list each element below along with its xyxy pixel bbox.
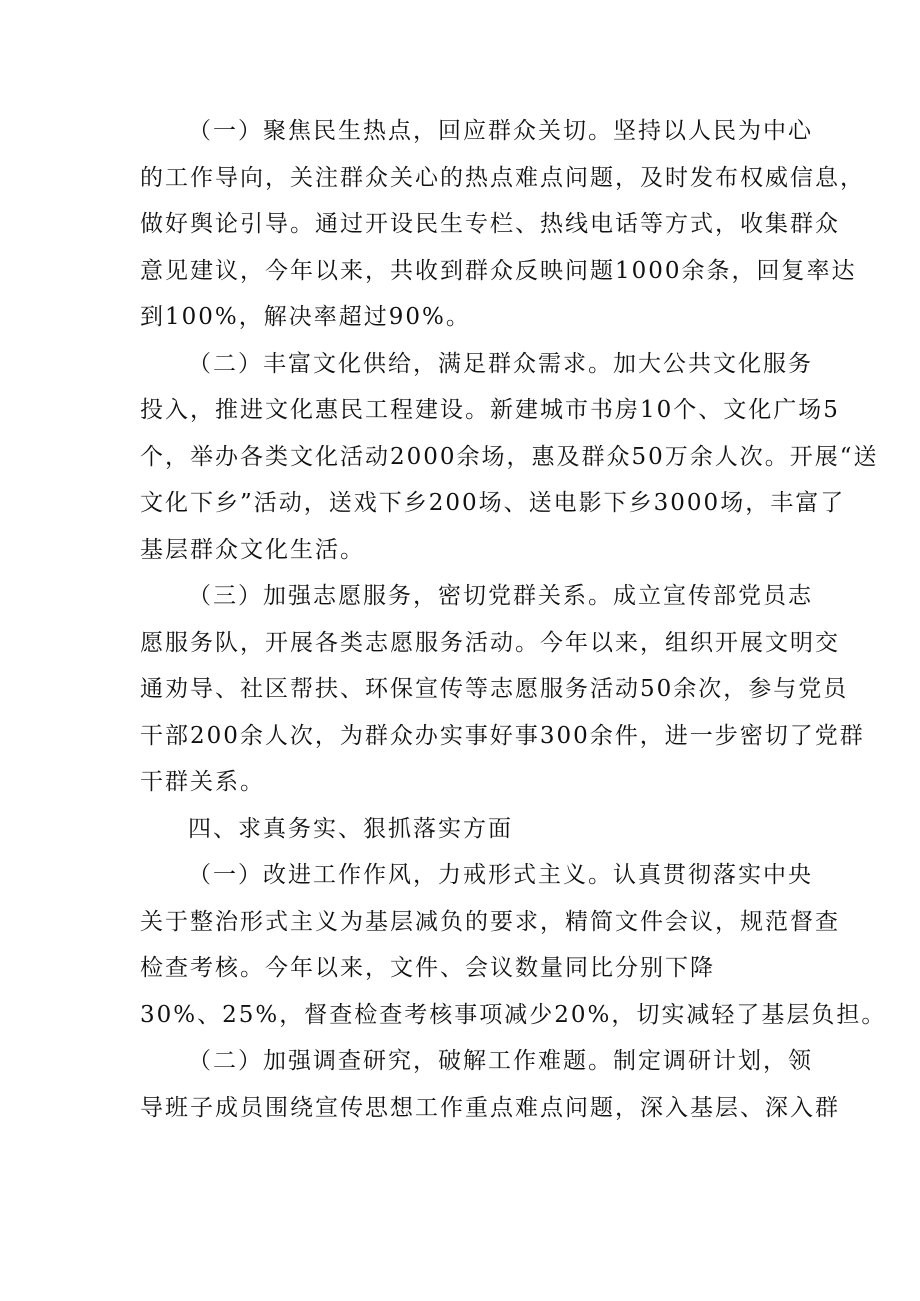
text-line: 到100%，解决率超过90%。 [140, 304, 471, 330]
text-line: 意见建议，今年以来，共收到群众反映问题1000余条，回复率达 [140, 257, 857, 284]
text-line: （二）丰富文化供给，满足群众需求。加大公共文化服务 [188, 350, 813, 377]
text-line: 做好舆论引导。通过开设民生专栏、热线电话等方式，收集群众 [140, 211, 840, 237]
text-line: 干部200余人次，为群众办实事好事300余件，进一步密切了党群 [140, 722, 865, 749]
paragraph-2 [140, 341, 879, 574]
text-line: 文化下乡”活动，送戏下乡200场、送电影下乡3000场，丰富了 [140, 490, 846, 516]
text-line: 关于整治形式主义为基层减负的要求，精简文件会议，规范督查 [140, 908, 840, 935]
section-heading-4 [140, 806, 788, 853]
paragraph-3 [140, 573, 865, 806]
document-body [140, 108, 887, 1131]
paragraph-1 [140, 108, 865, 341]
text-line: 基层群众文化生活。 [140, 536, 365, 563]
text-line: 个，举办各类文化活动2000余场，惠及群众50万余人次。开展“送 [140, 443, 879, 470]
text-line: 干群关系。 [140, 769, 265, 795]
text-line: 通劝导、社区帮扶、环保宣传等志愿服务活动50余次，参与党员 [140, 676, 849, 702]
text-line: 检查考核。今年以来，文件、会议数量同比分别下降 [140, 955, 715, 981]
text-line: 愿服务队，开展各类志愿服务活动。今年以来，组织开展文明交 [140, 629, 840, 656]
text-line: （三）加强志愿服务，密切党群关系。成立宣传部党员志 [188, 583, 813, 609]
text-line: 投入，推进文化惠民工程建设。新建城市书房10个、文化广场5 [140, 397, 840, 423]
text-line: （二）加强调查研究，破解工作难题。制定调研计划，领 [188, 1048, 813, 1074]
paragraph-4 [140, 852, 887, 1038]
text-line: 导班子成员围绕宣传思想工作重点难点问题，深入基层、深入群 [140, 1094, 840, 1121]
text-line: （一）改进工作作风，力戒形式主义。认真贯彻落实中央 [188, 862, 813, 888]
text-line: 30%、25%，督查检查考核事项减少20%，切实减轻了基层负担。 [140, 1001, 887, 1028]
text-line: 的工作导向，关注群众关心的热点难点问题，及时发布权威信息， [140, 164, 865, 191]
text-line: （一）聚焦民生热点，回应群众关切。坚持以人民为中心 [188, 118, 813, 144]
section-heading: 四、求真务实、狠抓落实方面 [188, 815, 513, 842]
paragraph-5 [140, 1038, 840, 1131]
